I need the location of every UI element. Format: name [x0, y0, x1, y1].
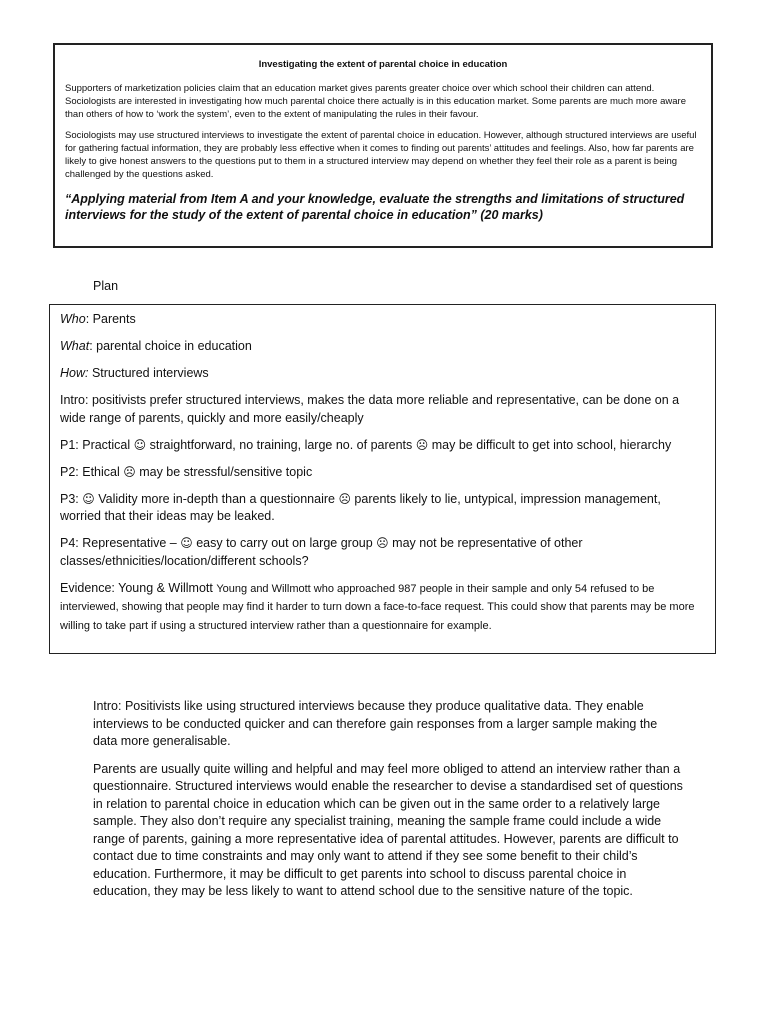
p2-limitation: may be stressful/sensitive topic [135, 464, 313, 479]
p1-strength: straightforward, no training, large no. of parents [146, 437, 416, 452]
plan-what [60, 338, 705, 356]
plan-box [49, 304, 716, 654]
frown-icon: ☹ [415, 437, 429, 452]
plan-how [60, 365, 705, 383]
smiley-icon: ☺ [133, 437, 147, 452]
p1-limitation: may be difficult to get into school, hierarchy [428, 437, 672, 452]
what-value: : parental choice in education [89, 339, 252, 353]
plan-p4 [60, 535, 705, 570]
how-value: Structured interviews [88, 366, 209, 380]
plan-p1 [60, 437, 705, 455]
p3-limitation: parents likely to lie, untypical, impression management, worried that their ideas may be leaked. [60, 491, 661, 523]
evidence-text: Young and Willmott who approached 987 people in their sample and only 54 refused to be interviewed, showing that people may find it harder to turn down a face-to-face request. This could show that parents may be more willing to take part if using a structured interview rather than a questionnaire for example. [60, 582, 695, 632]
p4-limitation: may not be representative of other classes/ethnicities/location/different schools? [60, 536, 583, 568]
plan-intro: Intro: positivists prefer structured interviews, makes the data more reliable and representative, can be done on a wide range of parents, quickly and more easily/cheaply [60, 393, 680, 425]
how-label: How: [60, 366, 89, 380]
smiley-icon: ☺ [82, 491, 95, 506]
plan-who [60, 311, 705, 329]
plan-p2 [60, 464, 705, 482]
smiley-icon: ☺ [180, 536, 193, 550]
plan-heading: Plan [93, 279, 119, 293]
p1-label: P1: Practical [60, 437, 134, 452]
frown-icon: ☹ [123, 464, 136, 479]
p4-label: P4: Representative – [60, 536, 181, 550]
frown-icon: ☹ [338, 491, 351, 506]
frown-icon: ☹ [376, 536, 389, 550]
essay-paragraph-1: Parents are usually quite willing and helpful and may feel more obliged to attend an interview rather than a questionnaire. Structured interviews would enable the researcher to devise a standardised set of questions in relation to parental choice in education which can be given out in the same order to a relatively large sample. They also don’t require any specialist training, meaning the sample frame could include a wide range of parents, gaining a more representative idea of parental attitudes. However, parents are difficult to contact due to time constraints and may only want to attend if they see some benefit to their child’s education. Furthermore, it may be difficult to get parents into school to discuss parental choice in education, they may be less likely to want to attend school due to the sensitive nature of the topic. [93, 761, 683, 898]
p4-strength: easy to carry out on large group [192, 536, 377, 550]
item-paragraph-1: Supporters of marketization policies claim that an education market gives parents greater choice over which school their children can attend. Sociologists are interested in investigating how much parental choice there actually is in this education market. Some parents are much more aware than others of how to ‘work the system’, even to the extent of manipulating the rules in their favour. [65, 83, 686, 120]
essay-body [93, 698, 683, 911]
item-a-box [53, 43, 713, 248]
plan-p3 [60, 491, 705, 526]
item-title: Investigating the extent of parental choice in education [258, 59, 508, 70]
who-value: : Parents [85, 312, 136, 326]
p3-label: P3: [60, 491, 83, 506]
essay-intro: Intro: Positivists like using structured interviews because they produce qualitative data. They enable interviews to be conducted quicker and can therefore gain responses from a larger sample making the data more generalisable. [93, 699, 658, 748]
what-label: What [60, 339, 90, 353]
p3-strength: Validity more in-depth than a questionnaire [94, 491, 339, 506]
plan-evidence [60, 580, 705, 636]
item-paragraph-2: Sociologists may use structured interviews to investigate the extent of parental choice in education. However, although structured interviews are useful for gathering factual information, they are probably less effective when it comes to finding out parents’ attitudes and feelings. Also, how far parents are likely to give honest answers to the questions put to them in a structured interview may depend on whether they feel their role as a parent is being challenged by the questions asked. [65, 130, 697, 180]
evidence-label: Evidence: Young & Willmott [60, 580, 217, 595]
p2-label: P2: Ethical [60, 464, 124, 479]
essay-question: “Applying material from Item A and your knowledge, evaluate the strengths and limitations of structured interviews for the study of the extent of parental choice in education” (20 marks) [65, 192, 685, 222]
who-label: Who [60, 312, 86, 326]
